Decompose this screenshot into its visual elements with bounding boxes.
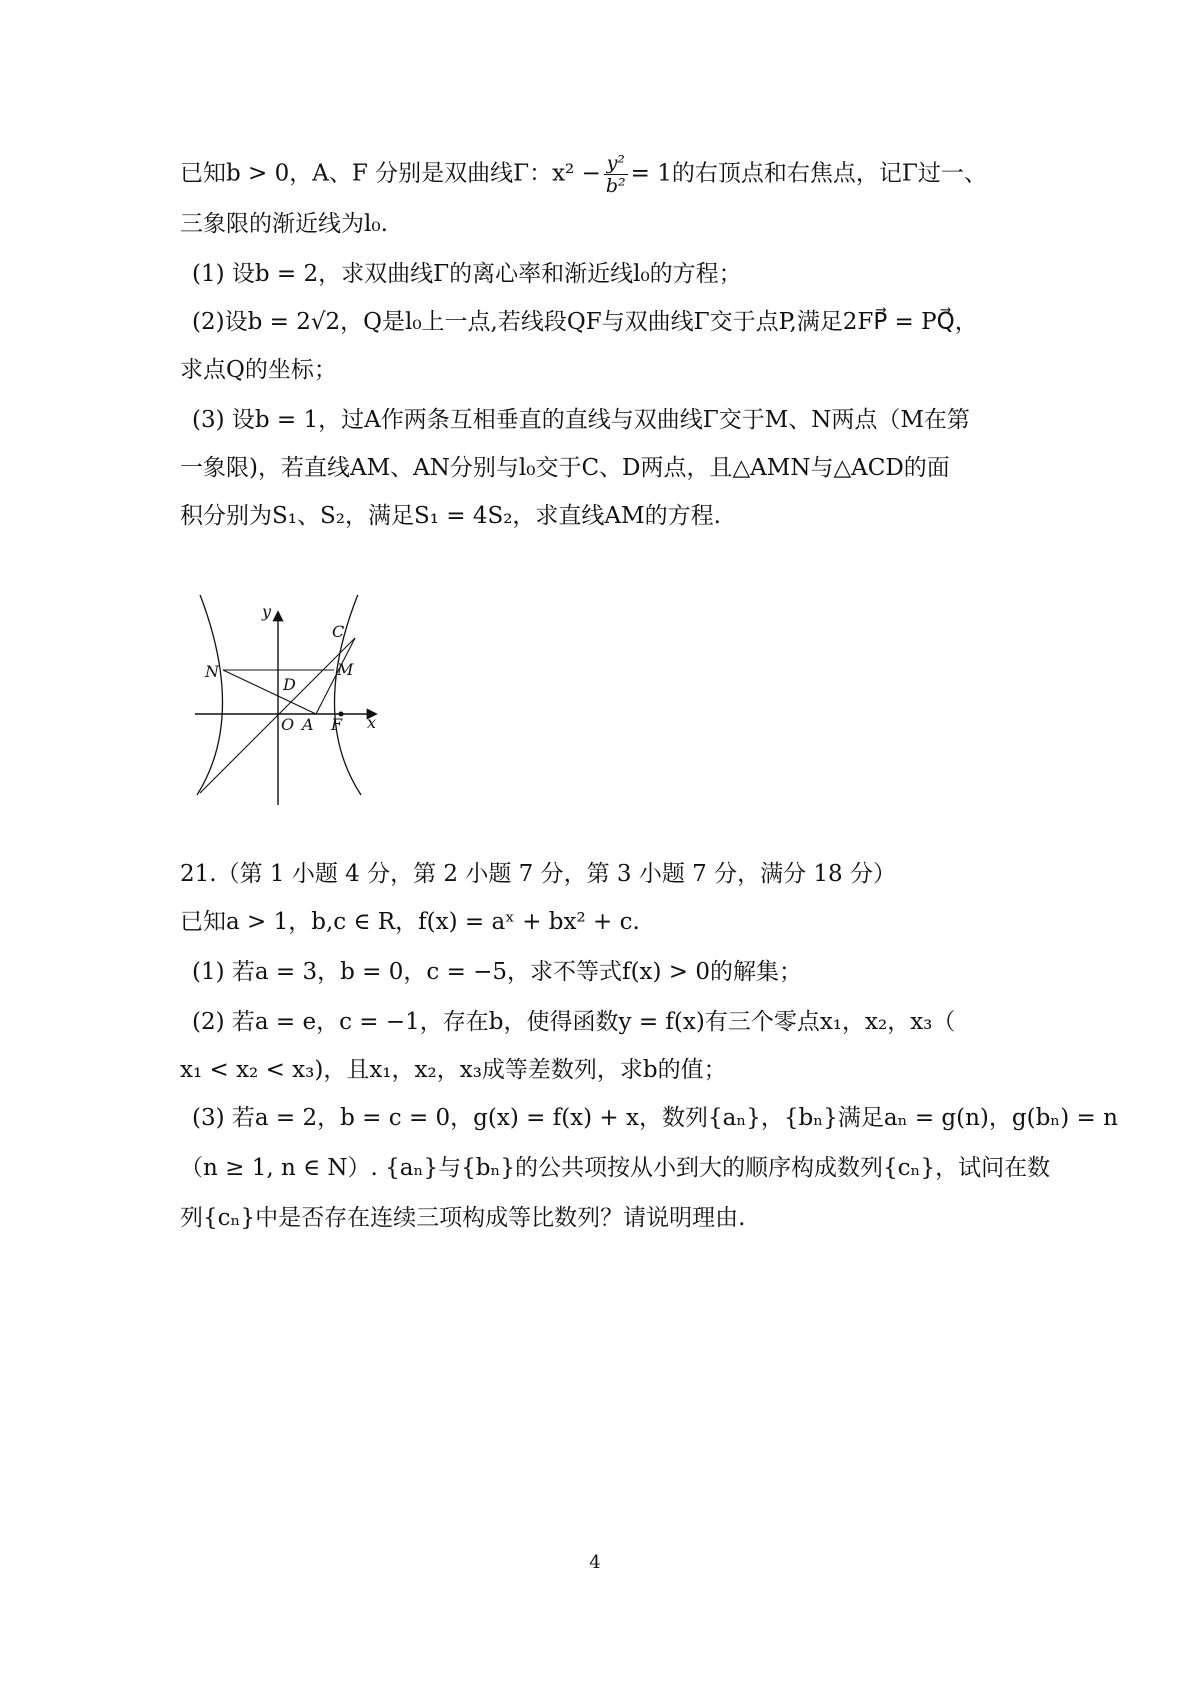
hyperbola-figure bbox=[195, 595, 410, 810]
problem20-intro-line1-part-a: 已知b > 0，A、F 分别是双曲线Γ：x² − bbox=[180, 160, 601, 187]
fraction-y2-over-b2 bbox=[604, 152, 628, 197]
label-origin: O bbox=[281, 715, 295, 734]
label-x: x bbox=[367, 713, 377, 732]
problem20-intro-line2: 三象限的渐近线为l₀. bbox=[180, 211, 388, 237]
problem21-header: 21.（第 1 小题 4 分，第 2 小题 7 分，第 3 小题 7 分，满分 18 分） bbox=[180, 861, 896, 887]
fraction-denominator: b² bbox=[605, 175, 626, 197]
problem21-part3-line2: （n ≥ 1, n ∈ N）. {aₙ}与{bₙ}的公共项按从小到大的顺序构成数列{cₙ}，试问在数 bbox=[180, 1155, 1051, 1181]
label-D: D bbox=[283, 675, 296, 694]
problem20-intro-line1 bbox=[180, 152, 987, 197]
label-M: M bbox=[337, 660, 354, 679]
line-AN bbox=[223, 670, 316, 714]
hyperbola-left-branch bbox=[197, 595, 223, 795]
problem21-part2-line2: x₁ < x₂ < x₃)，且x₁，x₂，x₃成等差数列，求b的值； bbox=[180, 1057, 727, 1083]
label-A: A bbox=[302, 715, 314, 734]
label-C: C bbox=[332, 622, 345, 641]
problem20-part1: (1) 设b = 2，求双曲线Γ的离心率和渐近线l₀的方程； bbox=[192, 261, 742, 287]
problem20-part3-line3: 积分别为S₁、S₂，满足S₁ = 4S₂，求直线AM的方程. bbox=[180, 503, 721, 529]
problem20-intro-line1-part-b: = 1的右顶点和右焦点，记Γ过一、 bbox=[630, 160, 987, 187]
problem20-part2-line1: (2)设b = 2√2，Q是l₀上一点,若线段QF与双曲线Γ交于点P,满足2FP⃗ = PQ⃗， bbox=[192, 309, 978, 335]
fraction-numerator: y² bbox=[604, 152, 628, 175]
problem21-part1: (1) 若a = 3，b = 0，c = −5，求不等式f(x) > 0的解集； bbox=[192, 959, 803, 985]
problem20-part3-line2: 一象限)，若直线AM、AN分别与l₀交于C、D两点，且△AMN与△ACD的面 bbox=[180, 455, 950, 481]
label-N: N bbox=[205, 662, 219, 681]
page-number: 4 bbox=[589, 1552, 601, 1573]
label-y: y bbox=[262, 602, 272, 621]
problem21-intro: 已知a > 1，b,c ∈ R，f(x) = aˣ + bx² + c. bbox=[180, 909, 640, 935]
problem21-part3-line3: 列{cₙ}中是否存在连续三项构成等比数列？请说明理由. bbox=[180, 1205, 746, 1231]
problem20-part2-line2: 求点Q的坐标； bbox=[180, 357, 337, 383]
problem21-part2-line1: (2) 若a = e，c = −1，存在b，使得函数y = f(x)有三个零点x₁，x₂，x₃（ bbox=[192, 1009, 956, 1035]
problem21-part3-line1: (3) 若a = 2，b = c = 0，g(x) = f(x) + x，数列{aₙ}，{bₙ}满足aₙ = g(n)，g(bₙ) = n bbox=[192, 1105, 1118, 1131]
problem20-part3-line1: (3) 设b = 1，过A作两条互相垂直的直线与双曲线Γ交于M、N两点（M在第 bbox=[192, 407, 970, 433]
label-F: F bbox=[331, 715, 343, 734]
